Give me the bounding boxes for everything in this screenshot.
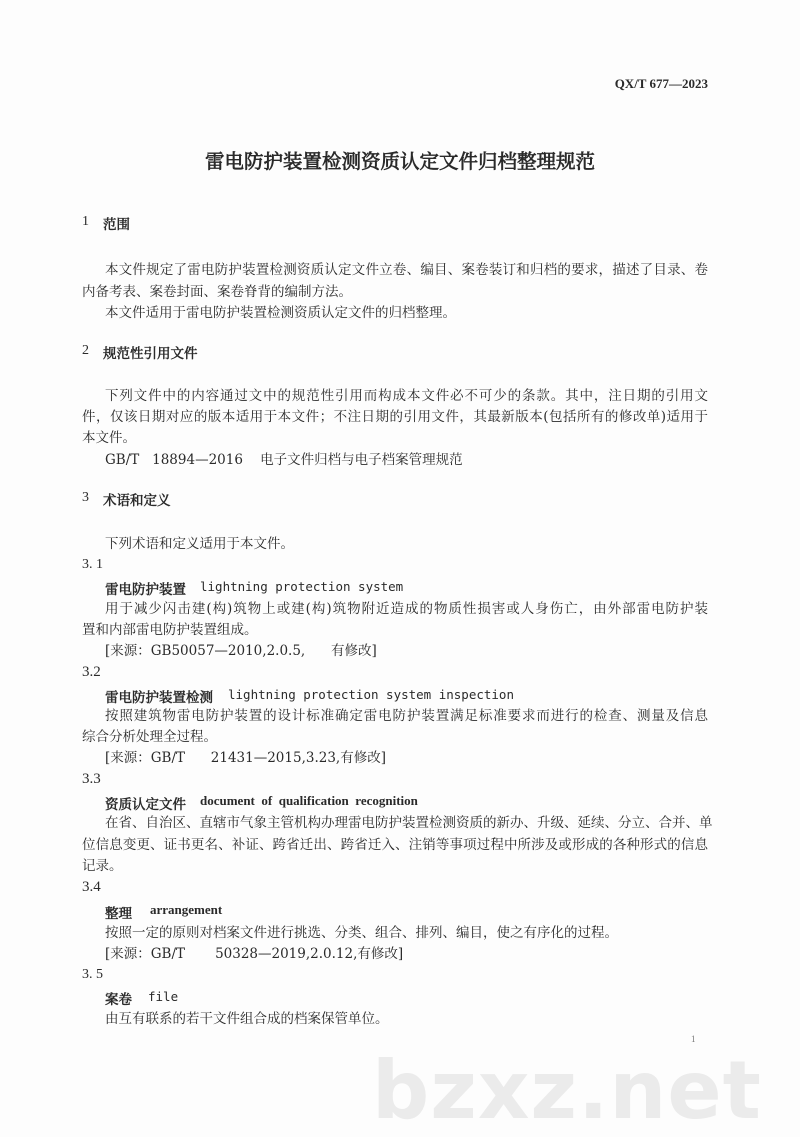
paragraph-line: 本文件。	[82, 430, 136, 446]
definition-line: 按照一定的原则对档案文件进行挑选、分类、组合、排列、编目，使之有序化的过程。	[105, 925, 618, 941]
normative-reference: GB/T 18894—2016 电子文件归档与电子档案管理规范	[105, 452, 463, 468]
definition-line: 按照建筑物雷电防护装置的设计标准确定雷电防护装置满足标准要求而进行的检查、测量及信息	[105, 708, 708, 724]
term-source: [来源：GB/T 50328—2019,2.0.12,有修改]	[105, 946, 404, 962]
section-number: 1	[82, 214, 89, 229]
term-en: lightning protection system	[200, 579, 404, 594]
watermark: bzxz.net	[372, 1044, 762, 1137]
term-zh: 案卷	[105, 992, 132, 1008]
document-title: 雷电防护装置检测资质认定文件归档整理规范	[204, 150, 595, 173]
term-en: lightning protection system inspection	[228, 687, 514, 702]
paragraph-line: 下列文件中的内容通过文中的规范性引用而构成本文件必不可少的条款。其中，注日期的引用文	[105, 388, 708, 404]
term-number: 3.2	[82, 664, 101, 680]
term-zh: 雷电防护装置	[105, 582, 186, 598]
term-zh: 整理	[105, 906, 132, 922]
term-zh: 雷电防护装置检测	[105, 690, 213, 706]
term-number: 3. 1	[82, 557, 103, 572]
section-heading: 范围	[103, 217, 130, 233]
definition-line: 记录。	[82, 858, 123, 874]
paragraph-line: 本文件规定了雷电防护装置检测资质认定文件立卷、编目、案卷装订和归档的要求，描述了目录、卷	[105, 262, 708, 278]
term-source: [来源：GB/T 21431—2015,3.23,有修改]	[105, 750, 386, 766]
term-en: arrangement	[150, 902, 223, 917]
paragraph-line: 件，仅该日期对应的版本适用于本文件；不注日期的引用文件，其最新版本(包括所有的修改单)适用于	[82, 409, 708, 425]
page-number: 1	[691, 1034, 696, 1044]
section-heading: 规范性引用文件	[103, 346, 198, 362]
standard-number: QX/T 677—2023	[614, 76, 708, 91]
definition-line: 用于减少闪击建(构)筑物上或建(构)筑物附近造成的物质性损害或人身伤亡，由外部雷电防护装	[105, 601, 708, 617]
definition-line: 综合分析处理全过程。	[82, 729, 217, 745]
definition-line: 位信息变更、证书更名、补证、跨省迁出、跨省迁入、注销等事项过程中所涉及或形成的各种形式的信息	[82, 837, 708, 853]
section-heading: 术语和定义	[103, 493, 171, 509]
section-number: 3	[82, 490, 89, 505]
paragraph-line: 下列术语和定义适用于本文件。	[105, 536, 294, 552]
term-number: 3.4	[82, 879, 101, 895]
term-number: 3. 5	[82, 967, 103, 982]
definition-line: 在省、自治区、直辖市气象主管机构办理雷电防护装置检测资质的新办、升级、延续、分立、合并、单	[105, 815, 713, 831]
term-en: file	[148, 989, 179, 1004]
definition-line: 置和内部雷电防护装置组成。	[82, 622, 258, 638]
definition-line: 由互有联系的若干文件组合成的档案保管单位。	[105, 1011, 389, 1027]
paragraph-line: 内备考表、案卷封面、案卷脊背的编制方法。	[82, 284, 352, 300]
term-zh: 资质认定文件	[105, 797, 186, 813]
term-number: 3.3	[82, 771, 101, 787]
term-source: [来源：GB50057—2010,2.0.5, 有修改]	[105, 643, 377, 659]
paragraph-line: 本文件适用于雷电防护装置检测资质认定文件的归档整理。	[105, 305, 456, 321]
section-number: 2	[82, 343, 89, 358]
term-en: document of qualification recognition	[200, 793, 418, 808]
